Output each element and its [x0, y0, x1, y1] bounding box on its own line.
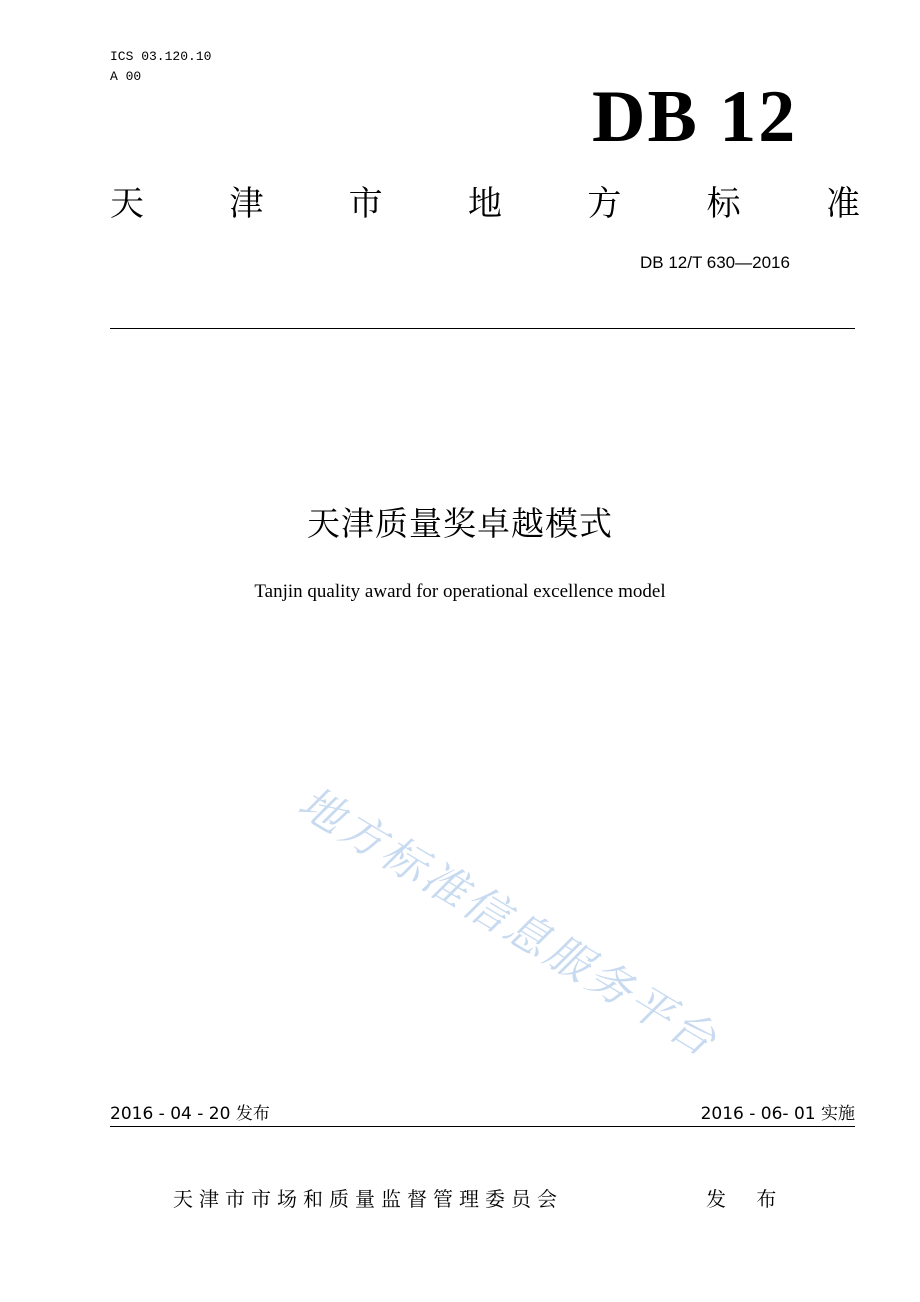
issue-label: 发 布 — [706, 1187, 789, 1211]
standard-type-char: 准 — [825, 184, 860, 224]
ccs-code: A 00 — [110, 69, 142, 84]
header-divider — [110, 328, 855, 329]
standard-type-char: 地 — [467, 184, 502, 224]
standard-number: DB 12/T 630—2016 — [640, 253, 790, 272]
standard-type-heading — [110, 182, 860, 226]
standard-type-char: 天 — [110, 184, 144, 224]
standard-type-char: 标 — [706, 184, 741, 224]
footer-divider — [110, 1126, 855, 1127]
title-chinese: 天津质量奖卓越模式 — [307, 504, 613, 543]
issuing-authority: 天津市市场和质量监督管理委员会 — [173, 1187, 563, 1211]
standard-type-char: 方 — [587, 184, 622, 224]
db12-logo: DB 12 — [592, 76, 798, 158]
classification-codes — [110, 47, 211, 87]
release-date: 2016 - 04 - 20 发布 — [110, 1104, 270, 1124]
title-english: Tanjin quality award for operational excellence model — [254, 581, 666, 602]
ics-code: ICS 03.120.10 — [110, 49, 212, 64]
watermark: 地方标准信息服务平台 — [289, 777, 728, 1069]
implementation-date: 2016 - 06- 01 实施 — [700, 1104, 855, 1124]
standard-type-char: 津 — [229, 184, 264, 224]
standard-type-char: 市 — [348, 184, 383, 224]
